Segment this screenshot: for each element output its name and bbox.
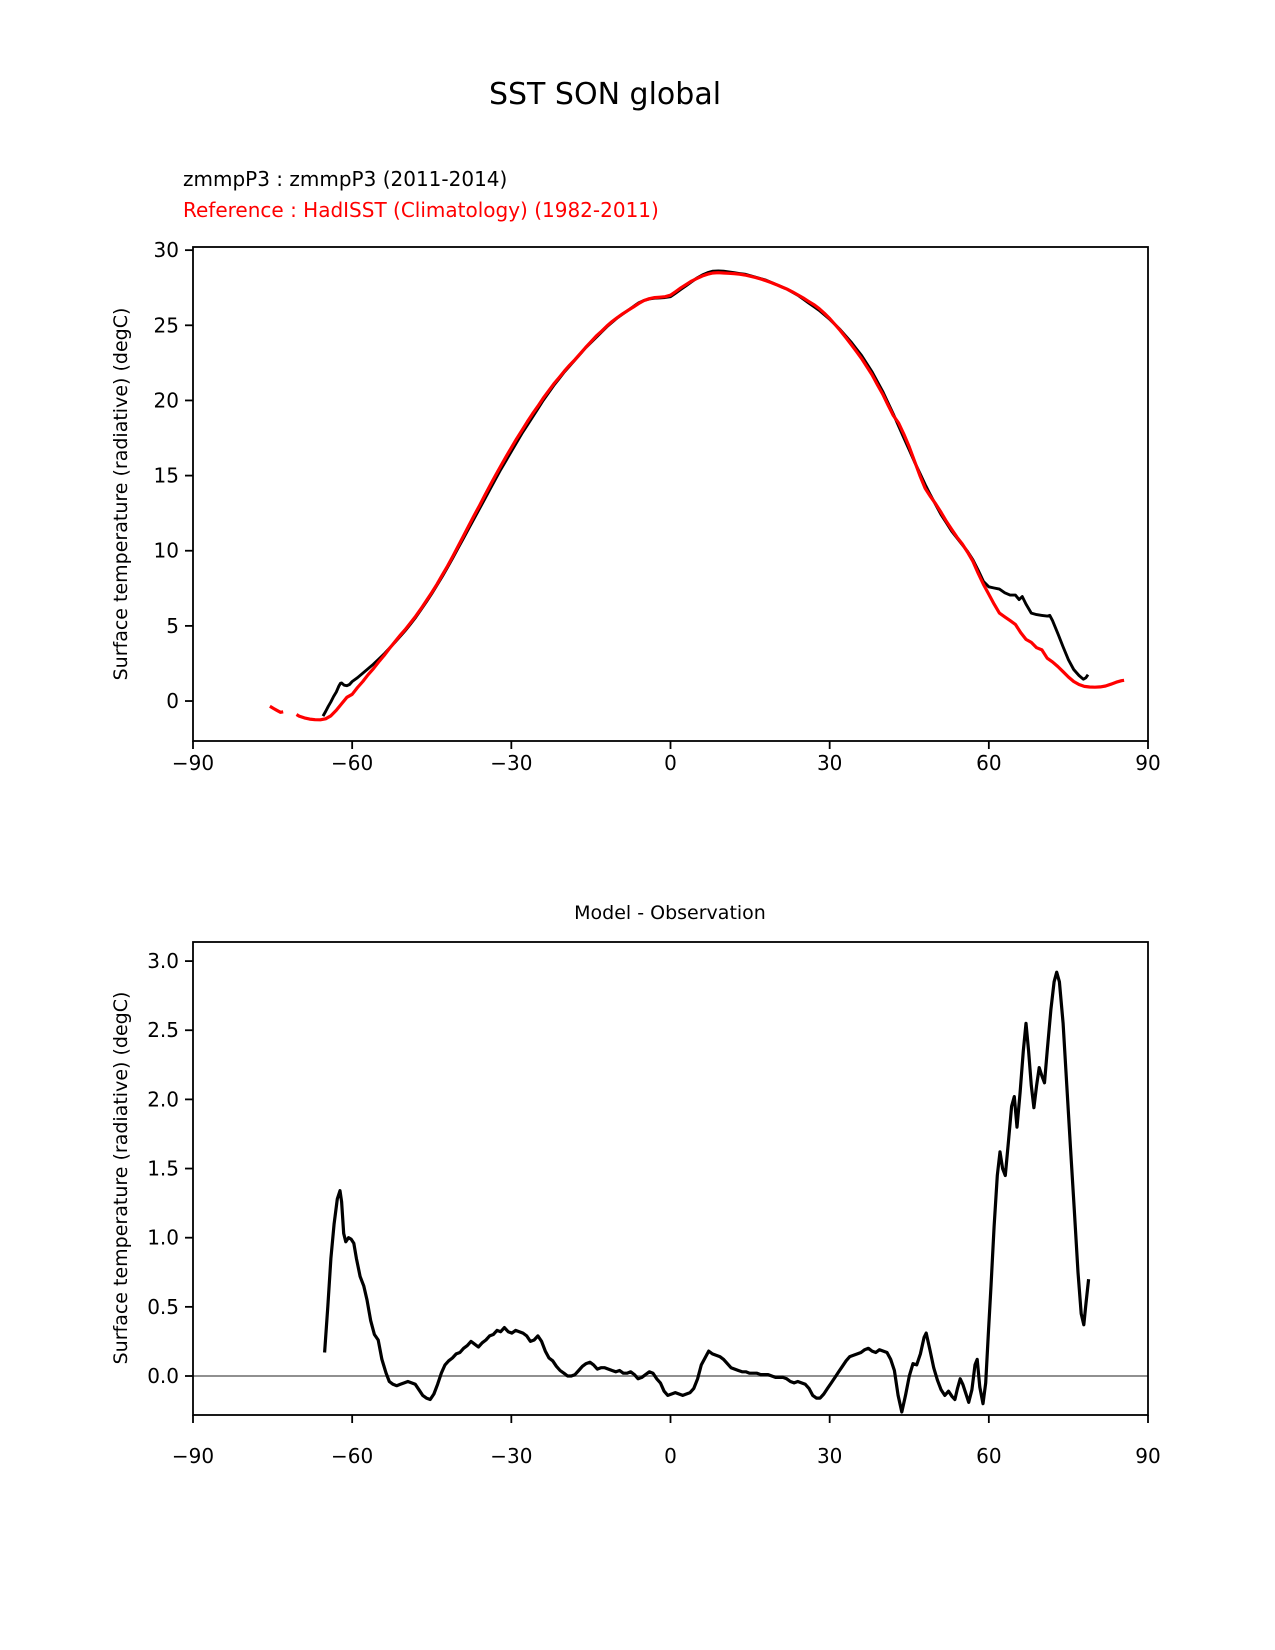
x-tick-label: 90 [1135,751,1161,775]
y-tick-label: 15 [153,463,179,488]
x-tick-label: −60 [331,1444,374,1468]
y-tick-label: 3.0 [147,949,179,974]
x-tick-label: −90 [171,1444,215,1468]
x-tick-label: −30 [490,751,533,775]
x-tick-label: 0 [664,1444,677,1468]
x-tick-label: 30 [816,751,843,775]
y-tick-label: 0 [166,689,179,714]
top-plot-series-0 [323,271,1088,716]
y-tick-label: 1.5 [147,1156,179,1181]
bottom-plot-area [147,942,1161,1468]
top-plot-series-2 [297,273,1125,720]
x-tick-label: 30 [816,1444,843,1468]
top-plot-area [154,238,1161,775]
y-tick-label: 20 [153,388,179,413]
y-tick-label: 1.0 [147,1225,179,1250]
x-tick-label: 60 [976,1444,1002,1468]
legend-entry-reference: Reference : HadISST (Climatology) (1982-2011) [183,198,659,222]
x-tick-label: −90 [171,751,215,775]
y-tick-label: 0.5 [147,1294,179,1319]
y-tick-label: 2.5 [147,1018,179,1043]
y-tick-label: 0.0 [147,1363,179,1388]
figure-title: SST SON global [488,77,722,112]
y-tick-label: 30 [153,238,179,263]
top-plot-series-1 [270,706,283,712]
bottom-plot-series-0 [325,972,1089,1412]
legend-entry-model: zmmpP3 : zmmpP3 (2011-2014) [183,167,508,191]
bottom-plot-spines [193,942,1148,1415]
y-tick-label: 25 [153,313,179,338]
y-tick-label: 5 [166,613,179,638]
x-tick-label: 90 [1135,1444,1161,1468]
y-tick-label: 10 [153,538,179,563]
y-tick-label: 2.0 [147,1087,179,1112]
x-tick-label: 0 [664,751,677,775]
bottom-plot-title: Model - Observation [574,902,766,924]
bottom-plot-ylabel: Surface temperature (radiative) (degC) [110,991,133,1365]
x-tick-label: −60 [331,751,374,775]
x-tick-label: −30 [490,1444,533,1468]
x-tick-label: 60 [976,751,1002,775]
top-plot-ylabel: Surface temperature (radiative) (degC) [110,307,133,681]
top-plot-spines [193,247,1148,741]
